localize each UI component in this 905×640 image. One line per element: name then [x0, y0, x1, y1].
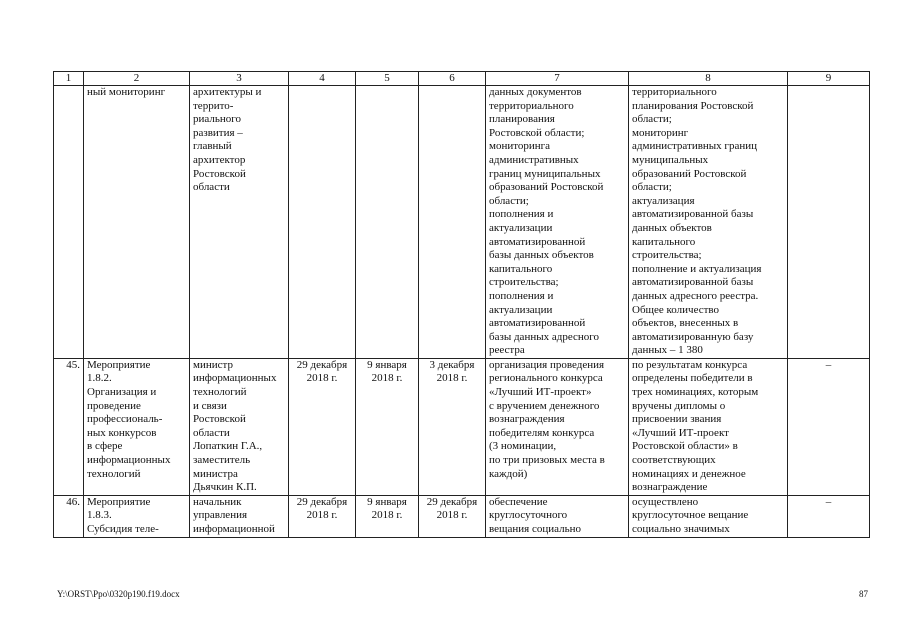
cell-text-line: объектов, внесенных в [632, 317, 739, 330]
table-cell-col4 [289, 86, 356, 359]
table-cell-col3 [190, 358, 289, 495]
cell-text-line: соответствующих [632, 454, 716, 467]
cell-text-line: «Лучший ИТ-проект» [489, 386, 592, 399]
column-number-5: 5 [356, 72, 419, 86]
table-cell-col8 [629, 495, 788, 537]
cell-text-line: актуализации [489, 303, 553, 316]
cell-text-line: начальник [193, 495, 242, 508]
cell-text-line: автоматизированной [489, 235, 586, 248]
table-cell-col7 [486, 86, 629, 359]
table-cell-col9 [788, 495, 870, 537]
cell-text-line: реестра [489, 344, 525, 357]
table-cell-col8 [629, 358, 788, 495]
table-cell-col7 [486, 358, 629, 495]
cell-text-line: планирования Ростовской [632, 99, 754, 112]
cell-text-line: присвоении звания [632, 413, 722, 426]
cell-text-line: номинациях и денежное [632, 467, 746, 480]
cell-text-line: 46. [66, 495, 80, 508]
cell-text-line: автоматизированной базы [632, 208, 754, 221]
cell-text-line: планирования [489, 113, 555, 126]
cell-text-line: 29 декабря [426, 495, 478, 508]
cell-text-line: победителям конкурса [489, 426, 595, 439]
cell-text-line: Мероприятие [87, 358, 151, 371]
cell-text-line: круглосуточное вещание [632, 509, 749, 522]
cell-text-line: трех номинациях, которым [632, 386, 759, 399]
cell-text-line: регионального конкурса [489, 372, 603, 385]
cell-text-line: 29 декабря [296, 358, 348, 371]
table-cell-col5 [356, 86, 419, 359]
cell-text-line: профессиональ- [87, 413, 163, 426]
cell-text-line: террито- [193, 99, 234, 112]
table-cell-col2 [84, 495, 190, 537]
cell-text-line: 1.8.3. [87, 509, 112, 522]
cell-text-line: министра [193, 467, 238, 480]
table-row-45 [54, 358, 870, 495]
footer-page-number: 87 [859, 589, 868, 599]
cell-text-line: 2018 г. [371, 509, 403, 522]
cell-text-line: Лопаткин Г.А., [193, 440, 263, 453]
cell-text-line: и связи [193, 399, 227, 412]
cell-text-line: автоматизированной [489, 317, 586, 330]
cell-text-line: технологий [193, 386, 247, 399]
cell-text-line: Ростовской [193, 167, 246, 180]
cell-text-line: базы данных объектов [489, 249, 594, 262]
cell-text-line: 2018 г. [436, 372, 468, 385]
table-row-continued [54, 86, 870, 359]
table-body [54, 86, 870, 538]
cell-text-line: области [193, 426, 230, 439]
cell-text-line: строительства; [632, 249, 702, 262]
cell-text-line: административных [489, 153, 579, 166]
cell-text-line: главный [193, 140, 232, 153]
table-cell-col9 [788, 358, 870, 495]
cell-text-line: Субсидия теле- [87, 523, 159, 535]
cell-text-line: с вручением денежного [489, 399, 600, 412]
cell-text-line: Общее количество [632, 303, 720, 316]
cell-text-line: актуализации [489, 221, 553, 234]
table-cell-col6 [419, 358, 486, 495]
cell-text-line: каждой) [489, 467, 528, 480]
table-cell-col8 [629, 86, 788, 359]
cell-text-line: пополнения и [489, 208, 554, 221]
table-cell-col4 [289, 495, 356, 537]
table-cell-col6 [419, 495, 486, 537]
cell-text-line: 9 января [367, 495, 407, 508]
column-number-2: 2 [84, 72, 190, 86]
table-cell-col1 [54, 495, 84, 537]
cell-text-line: – [825, 495, 832, 508]
cell-text-line: проведение [87, 399, 141, 412]
cell-text-line: мониторинг [632, 126, 689, 139]
column-number-4: 4 [289, 72, 356, 86]
cell-text-line: территориального [489, 99, 574, 112]
cell-text-line: автоматизированной базы [632, 276, 754, 289]
cell-text-line: пополнение и актуализация [632, 262, 762, 275]
cell-text-line: вещания социально [489, 523, 581, 535]
table-cell-col5 [356, 495, 419, 537]
cell-text-line: 29 декабря [296, 495, 348, 508]
footer-file-path: Y:\ORST\Ppo\0320p190.f19.docx [57, 589, 180, 599]
cell-text-line: социально значимых [632, 523, 730, 535]
cell-text-line: вознаграждение [632, 481, 708, 494]
column-number-1: 1 [54, 72, 84, 86]
cell-text-line: развития – [193, 126, 243, 139]
column-number-9: 9 [788, 72, 870, 86]
cell-text-line: территориального [632, 86, 717, 98]
cell-text-line: границ муниципальных [489, 167, 601, 180]
cell-text-line: актуализация [632, 194, 695, 207]
cell-text-line: области [193, 181, 230, 194]
table-cell-col9 [788, 86, 870, 359]
cell-text-line: данных адресного реестра. [632, 289, 759, 302]
cell-text-line: по три призовых места в [489, 454, 605, 467]
table-cell-col5 [356, 358, 419, 495]
cell-text-line: капитального [489, 262, 553, 275]
column-number-7: 7 [486, 72, 629, 86]
cell-text-line: вручены дипломы о [632, 399, 726, 412]
column-number-3: 3 [190, 72, 289, 86]
cell-text-line: обеспечение [489, 495, 548, 508]
cell-text-line: 9 января [367, 358, 407, 371]
cell-text-line: пополнения и [489, 289, 554, 302]
cell-text-line: – [825, 358, 832, 371]
cell-text-line: министр [193, 358, 233, 371]
cell-text-line: Ростовской области» в [632, 440, 738, 453]
cell-text-line: осуществлено [632, 495, 699, 508]
column-number-row [54, 72, 870, 86]
cell-text-line: 45. [66, 358, 80, 371]
table-cell-col3 [190, 495, 289, 537]
table-row-46 [54, 495, 870, 537]
column-number-6: 6 [419, 72, 486, 86]
column-number-8: 8 [629, 72, 788, 86]
cell-text-line: данных – 1 380 [632, 344, 703, 357]
cell-text-line: круглосуточного [489, 509, 568, 522]
cell-text-line: (3 номинации, [489, 440, 557, 453]
cell-text-line: архитектор [193, 153, 246, 166]
table-cell-col4 [289, 358, 356, 495]
cell-text-line: 3 декабря [429, 358, 475, 371]
cell-text-line: автоматизированную базу [632, 330, 754, 343]
cell-text-line: муниципальных [632, 153, 709, 166]
cell-text-line: области; [632, 113, 672, 126]
cell-text-line: Дьячкин К.П. [193, 481, 257, 494]
cell-text-line: области; [632, 181, 672, 194]
cell-text-line: данных объектов [632, 221, 712, 234]
table-cell-col2 [84, 86, 190, 359]
cell-text-line: управления [193, 509, 248, 522]
table-cell-col1 [54, 86, 84, 359]
cell-text-line: строительства; [489, 276, 559, 289]
cell-text-line: организация проведения [489, 358, 605, 371]
cell-text-line: базы данных адресного [489, 330, 599, 343]
cell-text-line: вознаграждения [489, 413, 565, 426]
cell-text-line: административных границ [632, 140, 757, 153]
table-cell-col6 [419, 86, 486, 359]
cell-text-line: в сфере [87, 440, 123, 453]
cell-text-line: Ростовской области; [489, 126, 585, 139]
cell-text-line: 2018 г. [306, 372, 338, 385]
table-cell-col3 [190, 86, 289, 359]
cell-text-line: образований Ростовской [489, 181, 604, 194]
cell-text-line: «Лучший ИТ-проект [632, 426, 729, 439]
cell-text-line: определены победители в [632, 372, 753, 385]
cell-text-line: 1.8.2. [87, 372, 112, 385]
cell-text-line: информационных [193, 372, 277, 385]
cell-text-line: образований Ростовской [632, 167, 747, 180]
cell-text-line: риального [193, 113, 241, 126]
cell-text-line: заместитель [193, 454, 251, 467]
cell-text-line: 2018 г. [371, 372, 403, 385]
cell-text-line: Мероприятие [87, 495, 151, 508]
table-cell-col7 [486, 495, 629, 537]
cell-text-line: информационной [193, 523, 275, 535]
table-cell-col2 [84, 358, 190, 495]
cell-text-line: ный мониторинг [87, 86, 166, 98]
cell-text-line: по результатам конкурса [632, 358, 748, 371]
cell-text-line: 2018 г. [436, 509, 468, 522]
cell-text-line: архитектуры и [193, 86, 262, 98]
cell-text-line: Ростовской [193, 413, 246, 426]
table-cell-col1 [54, 358, 84, 495]
cell-text-line: 2018 г. [306, 509, 338, 522]
report-table [53, 71, 870, 538]
cell-text-line: технологий [87, 467, 141, 480]
cell-text-line: области; [489, 194, 529, 207]
cell-text-line: ных конкурсов [87, 426, 157, 439]
cell-text-line: Организация и [87, 386, 157, 399]
cell-text-line: мониторинга [489, 140, 551, 153]
cell-text-line: капитального [632, 235, 696, 248]
cell-text-line: данных документов [489, 86, 582, 98]
cell-text-line: информационных [87, 454, 171, 467]
